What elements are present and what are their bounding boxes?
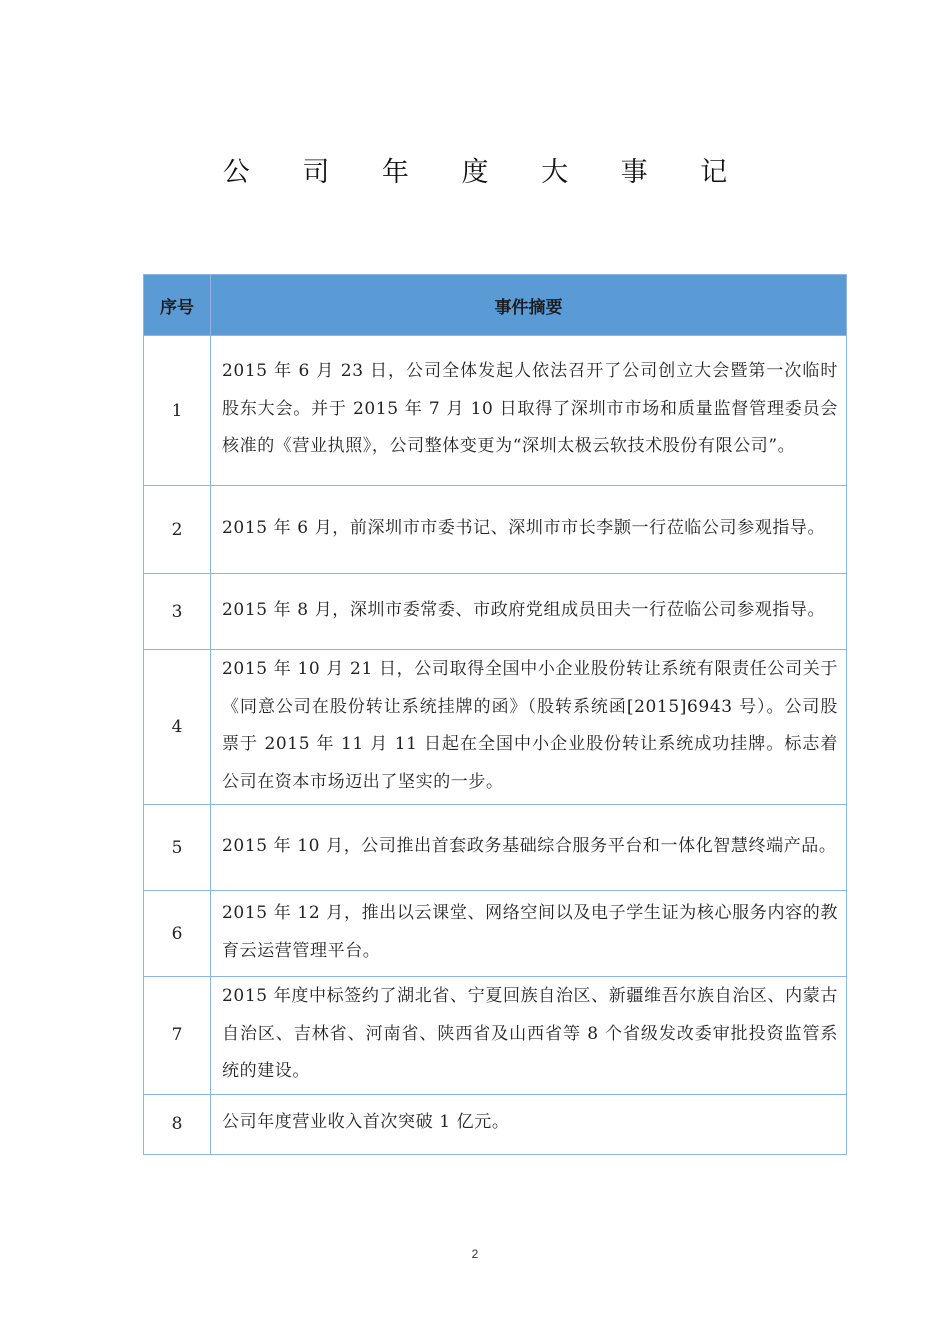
header-number: 序号 [144,275,211,336]
row-summary: 2015 年 6 月，前深圳市市委书记、深圳市市长李颢一行莅临公司参观指导。 [211,486,847,574]
row-summary: 公司年度营业收入首次突破 1 亿元。 [211,1094,847,1154]
table-row [144,1094,847,1154]
table-row [144,977,847,1095]
row-number: 7 [144,977,211,1095]
row-number: 8 [144,1094,211,1154]
page-title: 公 司 年 度 大 事 记 [222,157,750,188]
row-number: 1 [144,336,211,486]
table-row [144,574,847,650]
row-number: 6 [144,891,211,977]
row-number: 3 [144,574,211,650]
page-number: 2 [471,1247,479,1261]
table-row [144,486,847,574]
row-number: 2 [144,486,211,574]
table-row [144,336,847,486]
row-number: 5 [144,805,211,891]
row-summary: 2015 年度中标签约了湖北省、宁夏回族自治区、新疆维吾尔族自治区、内蒙古自治区、吉林省、河南省、陕西省及山西省等 8 个省级发改委审批投资监管系统的建设。 [211,977,847,1095]
table-row [144,805,847,891]
events-table [143,274,847,1155]
row-summary: 2015 年 10 月 21 日，公司取得全国中小企业股份转让系统有限责任公司关于《同意公司在股份转让系统挂牌的函》（股转系统函[2015]6943 号）。公司股票于 2015 年 11 月 11 日起在全国中小企业股份转让系统成功挂牌。标志着公司在资本市场迈出了坚实的一步。 [211,650,847,805]
header-summary: 事件摘要 [211,275,847,336]
table-header-row [144,275,847,336]
row-summary: 2015 年 8 月，深圳市委常委、市政府党组成员田夫一行莅临公司参观指导。 [211,574,847,650]
row-summary: 2015 年 12 月，推出以云课堂、网络空间以及电子学生证为核心服务内容的教育云运营管理平台。 [211,891,847,977]
table-row [144,650,847,805]
row-summary: 2015 年 6 月 23 日，公司全体发起人依法召开了公司创立大会暨第一次临时股东大会。并于 2015 年 7 月 10 日取得了深圳市市场和质量监督管理委员会核准的《营业执照》，公司整体变更为“深圳太极云软技术股份有限公司”。 [211,336,847,486]
row-number: 4 [144,650,211,805]
row-summary: 2015 年 10 月，公司推出首套政务基础综合服务平台和一体化智慧终端产品。 [211,805,847,891]
table-row [144,891,847,977]
